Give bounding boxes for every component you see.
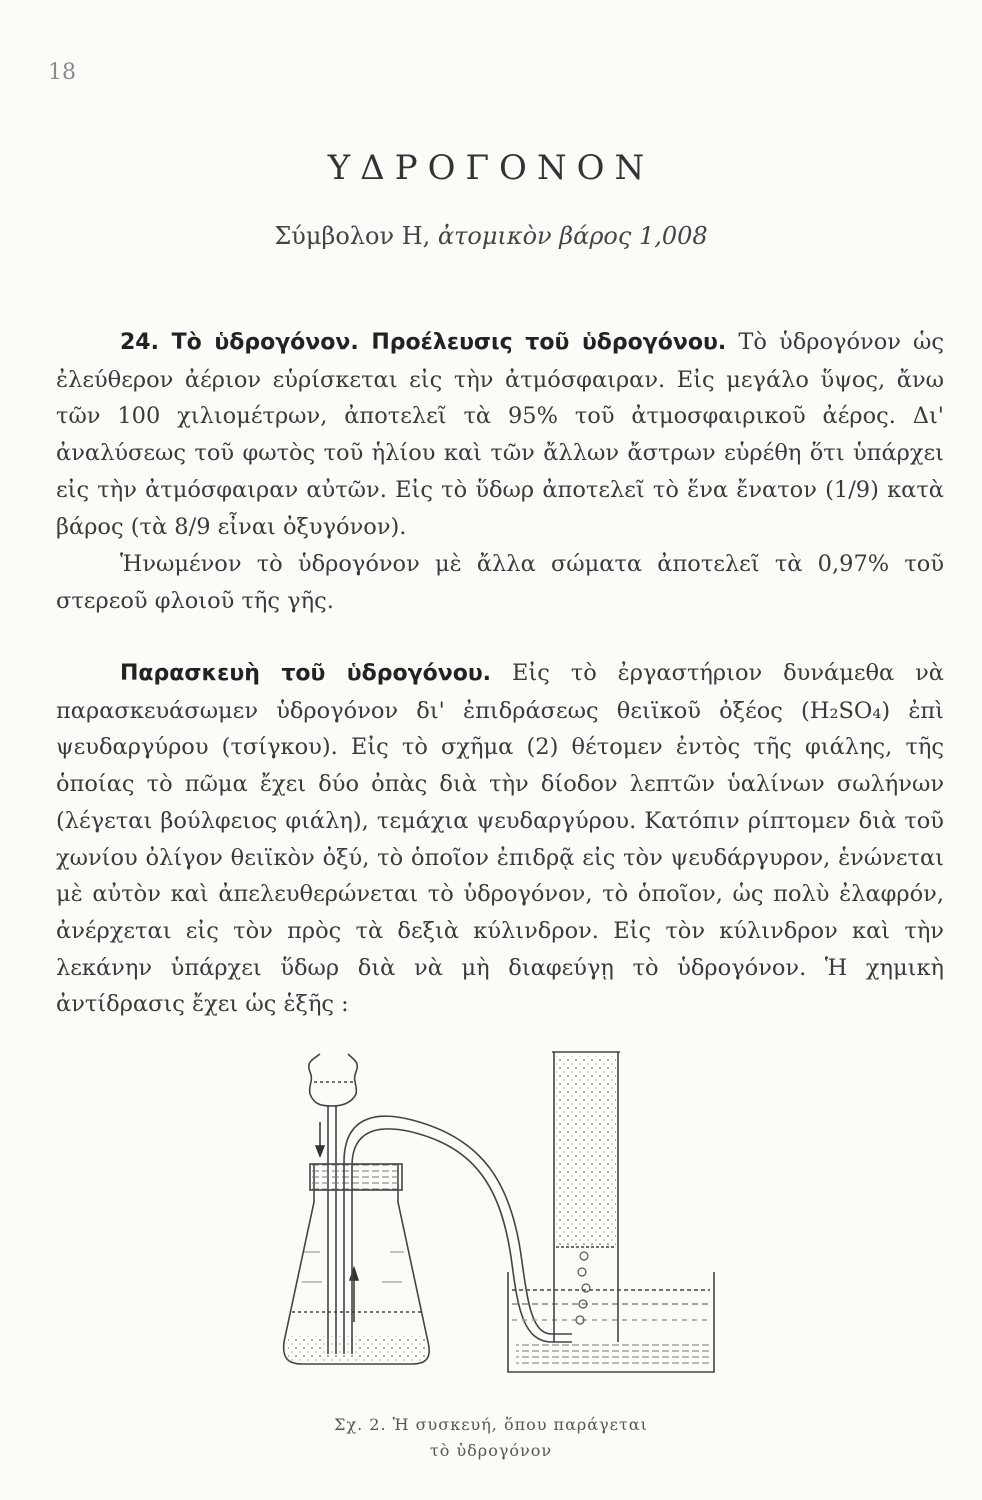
caption-line-2: τὸ ὑδρογόνον	[429, 1441, 553, 1460]
paragraph-compounds	[56, 546, 944, 619]
preparation-heading: Παρασκευὴ τοῦ ὑδρογόνου.	[120, 661, 492, 686]
thistle-funnel	[309, 1054, 358, 1354]
apparatus-figure	[262, 1042, 722, 1382]
section-heading: 24. Τὸ ὑδρογόνον. Προέλευσις τοῦ ὑδρογόνου.	[120, 330, 727, 355]
figure-caption	[0, 1412, 982, 1464]
subtitle-prefix: Σύμβολον Η,	[274, 222, 431, 250]
paragraph-preparation-text: Εἰς τὸ ἐργαστήριον δυνάμεθα νὰ παρασκευάσωμεν ὑδρογόνον δι' ἐπιδράσεως θειϊκοῦ ὀξέος (H₂SO₄) ἐπὶ ψευδαργύρου (τσίγκου). Εἰς τὸ σχῆμα (2) θέτομεν ἐντὸς τῆς φιάλης, τῆς ὁποίας τὸ πῶμα ἔχει δύο ὀπὰς διὰ τὴν δίοδον λεπτῶν ὑαλίνων σωλήνων (λέγεται βούλφειος φιάλη), τεμάχια ψευδαργύρου. Κατόπιν ρίπτομεν διὰ τοῦ χωνίου ὀλίγον θειϊκὸν ὀξύ, τὸ ὁποῖον ἐπιδρᾷ εἰς τὸν ψευδάργυρον, ἑνώνεται μὲ αὐτὸν καὶ ἀπελευθερώνεται τὸ ὑδρογόνον, τὸ ὁποῖον, ὡς πολὺ ἐλαφρόν, ἀνέρχεται εἰς τὸν πρὸς τὰ δεξιὰ κύλινδρον. Εἰς τὸν κύλινδρον καὶ τὴν λεκάνην ὑπάρχει ὕδωρ διὰ νὰ μὴ διαφεύγῃ τὸ ὑδρογόνον. Ἡ χημικὴ ἀντίδρασις ἔχει ὡς ἑξῆς :	[56, 660, 945, 1018]
gas-cylinder	[552, 1052, 620, 1342]
subtitle-text: ἀτομικὸν βάρος 1,008	[437, 222, 708, 250]
wolff-flask	[284, 1164, 430, 1364]
delivery-tube	[344, 1116, 572, 1354]
paragraph-origin-text: Τὸ ὑδρογόνον ὡς ἐλεύθερον ἀέριον εὑρίσκεται εἰς τὴν ἀτμόσφαιραν. Εἰς μεγάλο ὕψος, ἄνω τῶν 100 χιλιομέτρων, ἀποτελεῖ τὰ 95% τοῦ ἀτμοσφαιρικοῦ ἀέρος. Δι' ἀναλύσεως τοῦ φωτὸς τοῦ ἡλίου καὶ τῶν ἄλλων ἄστρων εὑρέθη ὅτι ὑπάρχει εἰς τὴν ἀτμόσφαιραν αὐτῶν. Εἰς τὸ ὕδωρ ἀποτελεῖ τὸ ἕνα ἔνατον (1/9) κατὰ βάρος (τὰ 8/9 εἶναι ὀξυγόνον).	[56, 329, 944, 540]
caption-line-1: Σχ. 2. Ἡ συσκευή, ὅπου παράγεται	[334, 1415, 648, 1434]
water-trough	[508, 1272, 714, 1372]
hydrogen-bubbles	[576, 1252, 590, 1324]
paragraph-origin	[56, 324, 944, 545]
page-number: 18	[48, 60, 76, 85]
paragraph-compounds-text: Ἡνωμένον τὸ ὑδρογόνον μὲ ἄλλα σώματα ἀποτελεῖ τὰ 0,97% τοῦ στερεοῦ φλοιοῦ τῆς γῆς.	[56, 551, 944, 614]
paragraph-preparation	[56, 655, 944, 1023]
chapter-subtitle	[0, 222, 982, 250]
chapter-title: ΥΔΡΟΓΟΝΟΝ	[327, 148, 655, 188]
